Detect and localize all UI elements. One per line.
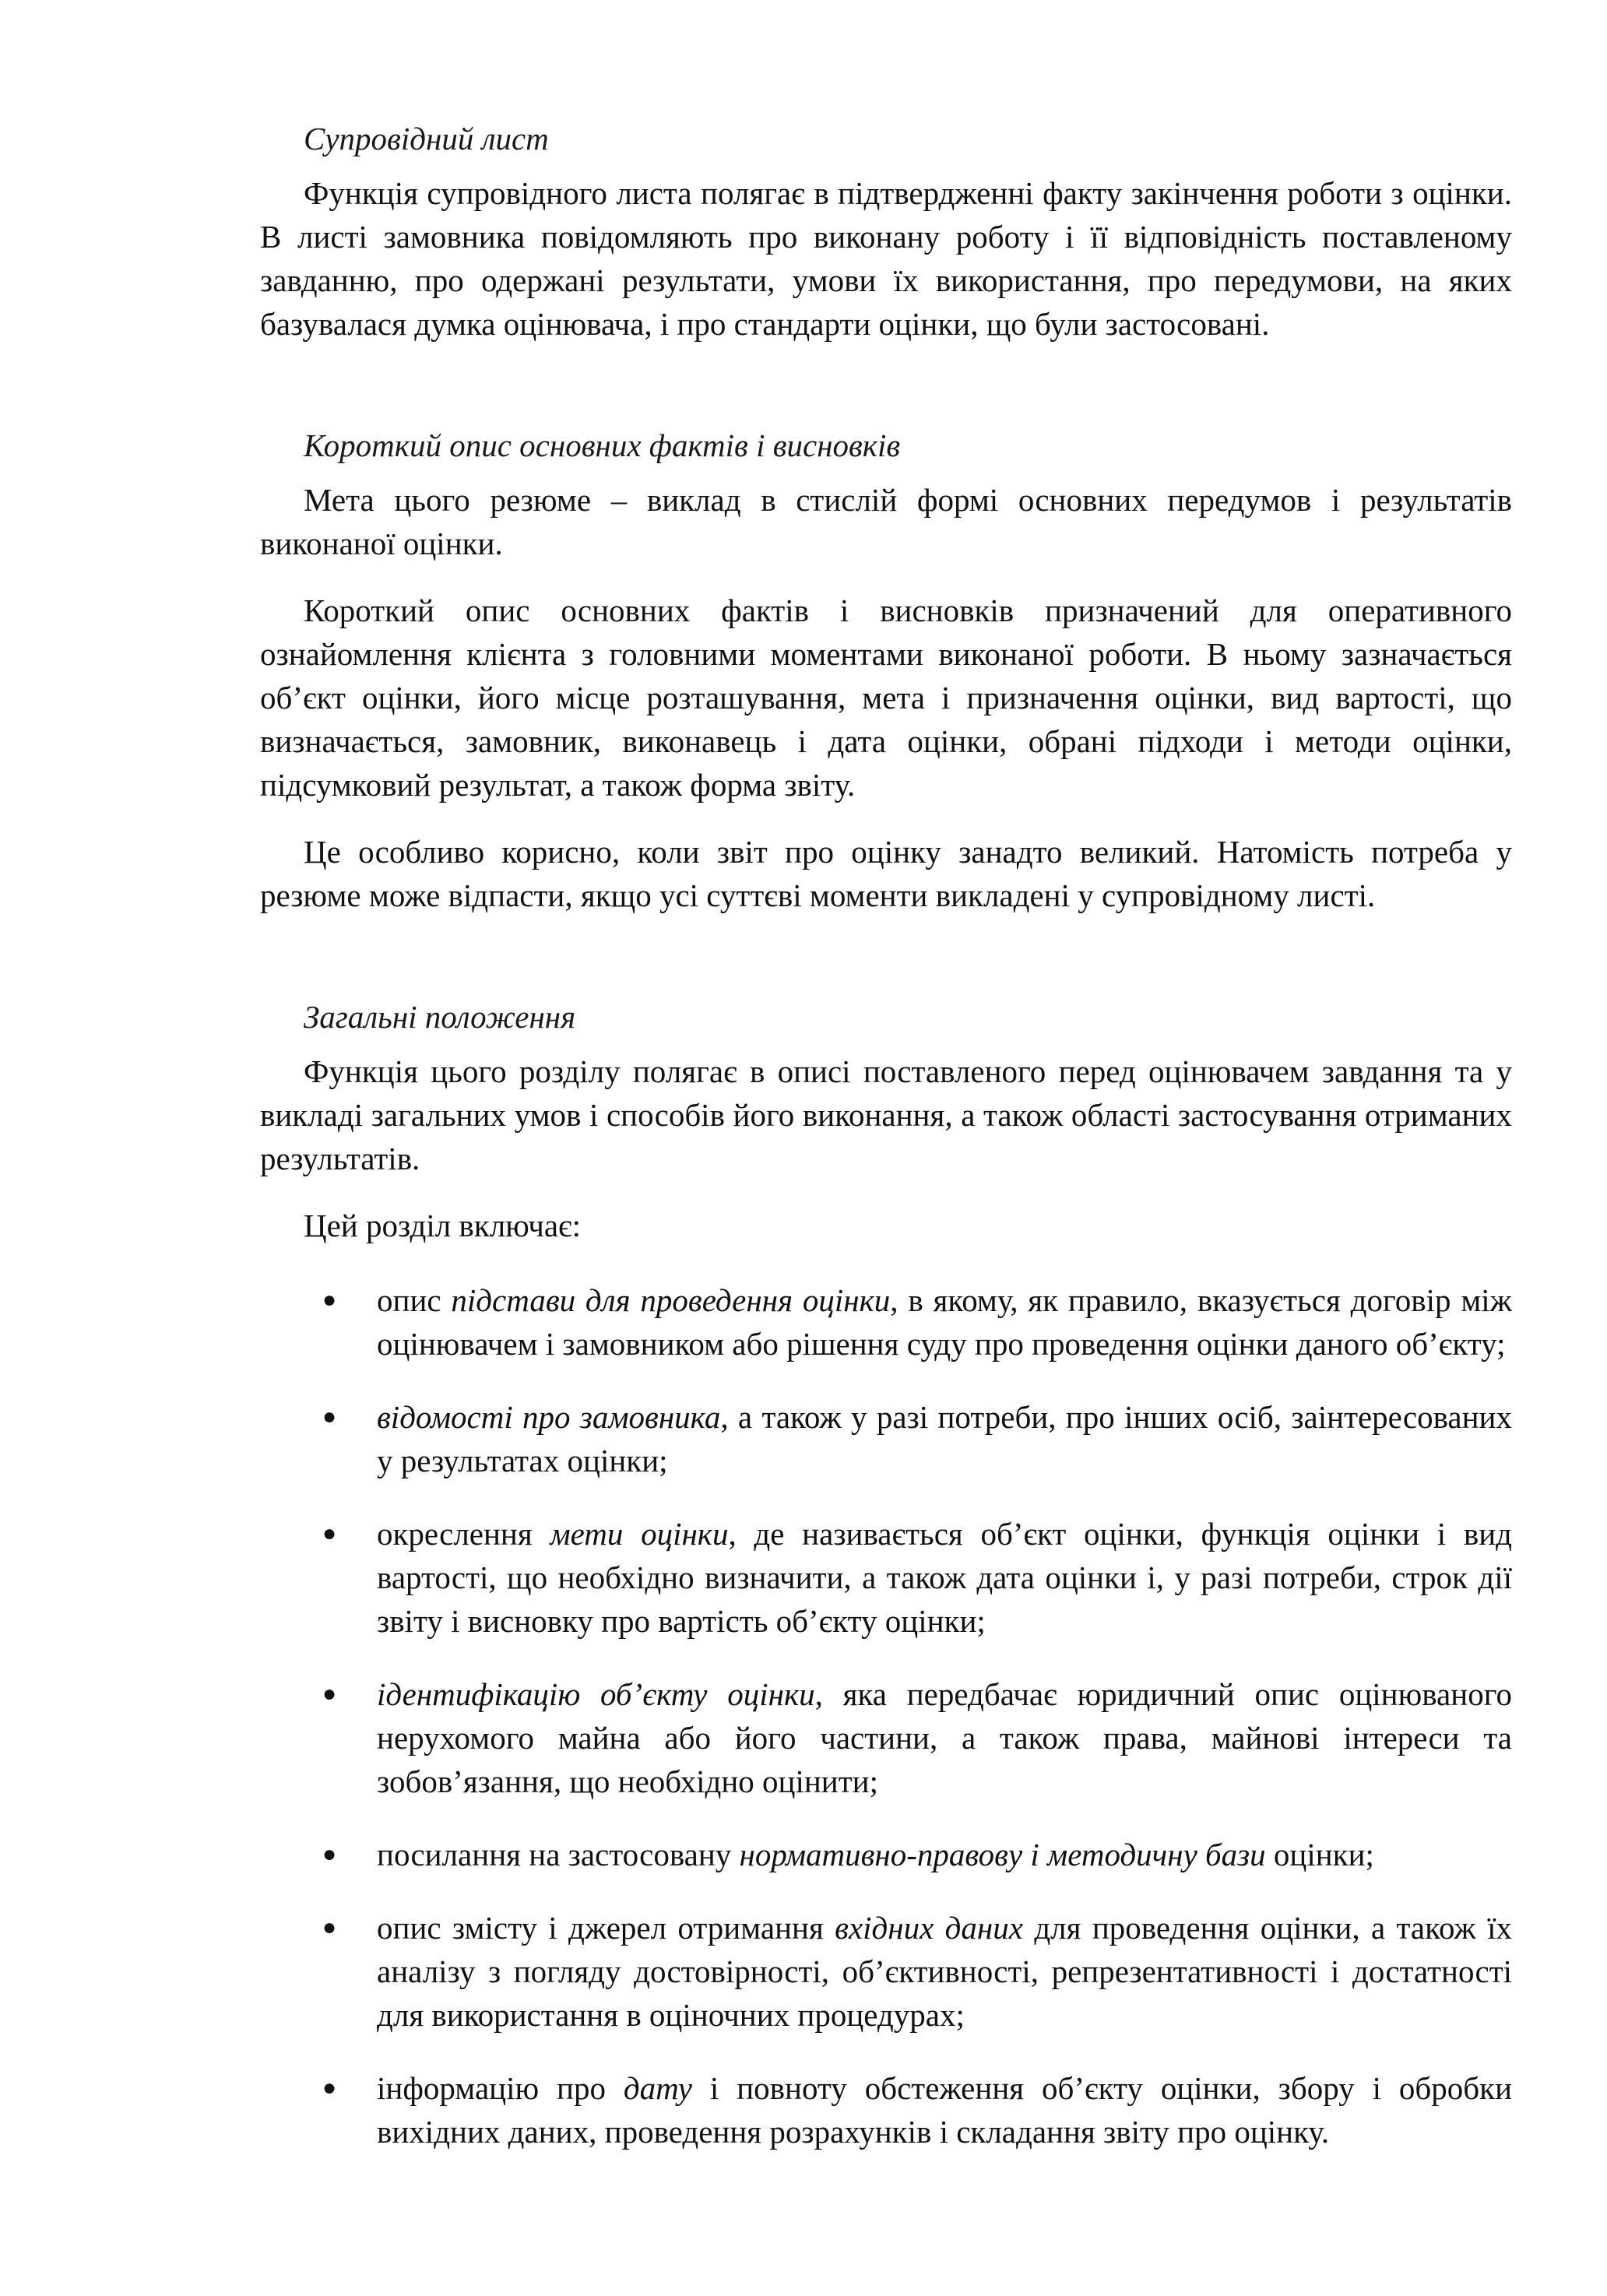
list-intro: Цей розділ включає: (304, 1208, 582, 1243)
summary-paragraph-3: Це особливо корисно, коли звіт про оцінку занадто великий. Натомість потреба у резюме може відпасти, якщо усі суттєві моменти викладені у супровідному листі. (260, 834, 1512, 913)
section-title-cover-letter: Супровідний лист (304, 121, 549, 156)
list-item: ● окреслення мети оцінки, де називається об’єкт оцінки, функція оцінки і вид вартості, що необхідно визначити, а також дата оцінки і, у разі потреби, строк дії звіту і висновку про вартість об’єкту оцінки; (260, 1512, 1512, 1643)
bullet-icon: ● (322, 2075, 337, 2101)
section-title-summary: Короткий опис основних фактів і висновків (304, 427, 901, 463)
summary-paragraph-2: Короткий опис основних фактів і висновків призначений для оперативного ознайомлення клієнта з головними моментами виконаної роботи. В ньому зазначається об’єкт оцінки, його місце розташування, мета і призначення оцінки, вид вартості, що визначається, замовник, виконавець і дата оцінки, обрані підходи і методи оцінки, підсумковий результат, а також форма звіту. (260, 592, 1512, 803)
list-item: ● опис змісту і джерел отримання вхідних даних для проведення оцінки, а також їх аналізу з погляду достовірності, об’єктивності, репрезентативності і достатності для використання в оціночних процедурах; (260, 1906, 1512, 2037)
bullet-icon: ● (322, 1404, 337, 1429)
bullet-icon: ● (322, 1287, 337, 1313)
section-title-general-provisions: Загальні положення (304, 999, 576, 1035)
list-item: ● інформацію про дату і повноту обстеження об’єкту оцінки, збору і обробки вихідних даних, проведення розрахунків і складання звіту про оцінку. (260, 2066, 1512, 2154)
list-item: ● опис підстави для проведення оцінки, в якому, як правило, вказується договір між оцінювачем і замовником або рішення суду про проведення оцінки даного об’єкту; (260, 1278, 1512, 1366)
provisions-list (260, 1278, 1512, 2154)
cover-letter-paragraph: Функція супровідного листа полягає в підтвердженні факту закінчення роботи з оцінки. В листі замовника повідомляють про виконану роботу і її відповідність поставленому завданню, про одержані результати, умови їх використання, про передумови, на яких базувалася думка оцінювача, і про стандарти оцінки, що були застосовані. (260, 175, 1512, 342)
list-item: ● відомості про замовника, а також у разі потреби, про інших осіб, заінтересованих у результатах оцінки; (260, 1395, 1512, 1482)
section-spacer (260, 369, 1512, 424)
bullet-icon: ● (322, 1521, 337, 1546)
summary-paragraph-1: Мета цього резюме – виклад в стислій формі основних передумов і результатів виконаної оцінки. (260, 482, 1512, 561)
bullet-icon: ● (322, 1681, 337, 1707)
list-item: ● ідентифікацію об’єкту оцінки, яка передбачає юридичний опис оцінюваного нерухомого майна або його частини, а також права, майнові інтереси та зобов’язання, що необхідно оцінити; (260, 1672, 1512, 1803)
list-item: ● посилання на застосовану нормативно-правову і методичну бази оцінки; (260, 1833, 1512, 1876)
document-body (260, 117, 1512, 2183)
general-provisions-paragraph: Функція цього розділу полягає в описі поставленого перед оцінювачем завдання та у викладі загальних умов і способів його виконання, а також області застосування отриманих результатів. (260, 1053, 1512, 1176)
bullet-icon: ● (322, 1915, 337, 1940)
section-spacer (260, 941, 1512, 995)
bullet-icon: ● (322, 1841, 337, 1867)
